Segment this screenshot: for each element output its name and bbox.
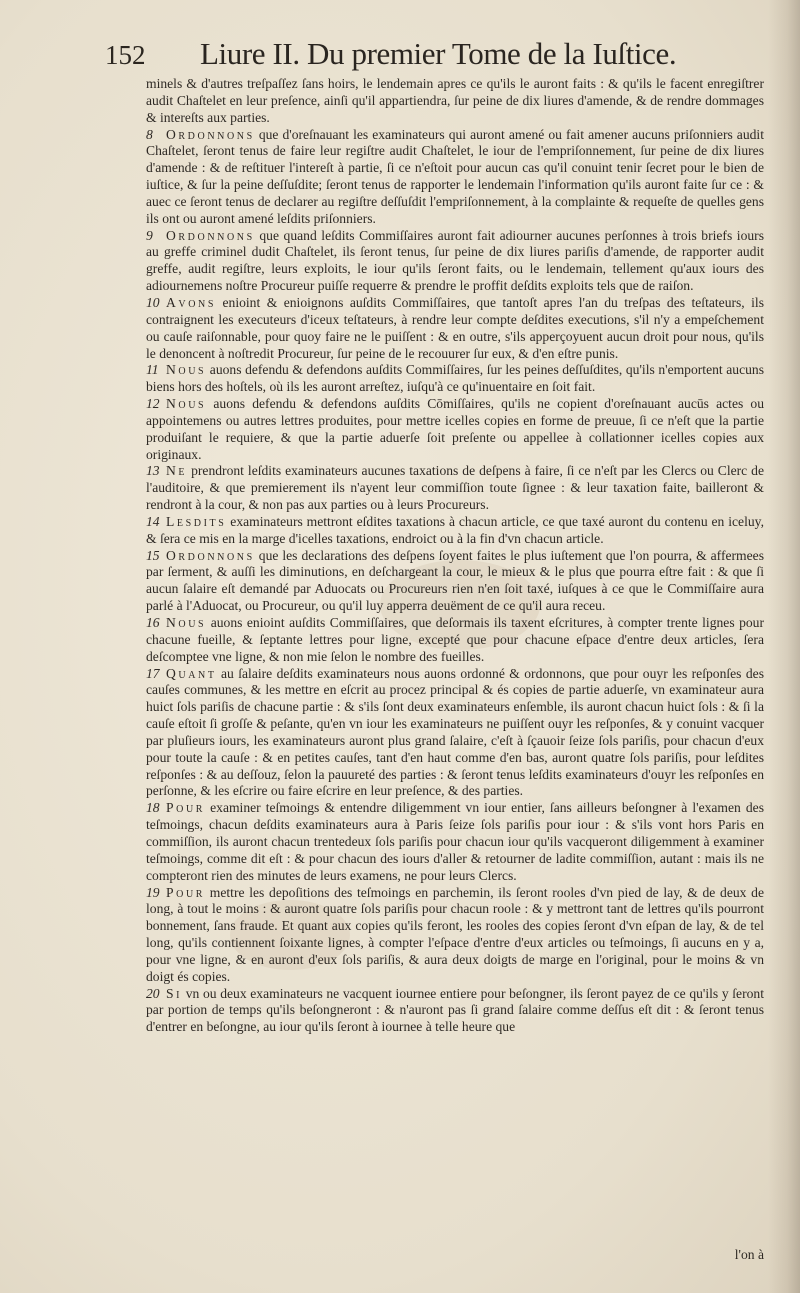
- article-number: 8: [146, 126, 153, 142]
- article-text: examinateurs mettront eſdites taxations à chacun article, ce que taxé auront du contenu en iceluy, & ſera ce mis en la marge d'icelles taxations, endroict ou à la fin d'vn chacun article.: [146, 513, 764, 546]
- article-number: 14: [146, 513, 160, 529]
- article-18: [146, 800, 764, 884]
- article-number: 13: [146, 463, 160, 479]
- article-number: 9: [146, 227, 153, 243]
- article-text: au ſalaire deſdits examinateurs nous auons ordonné & ordonnons, que pour ouyr les reſponſes des cauſes communes, & les mettre en eſcrit au procez principal & és copies de partie aduerſe, vn examinateur aura huict ſols pariſis de chacune partie : & s'ils ſont deux examinateurs enſemble, ils auront chacun huict ſols : & ſi la cauſe eſtoit ſi groſſe & peſante, qu'en vn iour les examinateurs ne puiſſent ouyr les reſponſes, & y conuint vacquer par pluſieurs iours, les examinateurs auront plus grand ſalaire, c'eſt à ſçauoir ſeize ſols pariſis, pour chacun d'eux pour toute la cauſe : & en petites cauſes, tant d'en haut comme d'en bas, auront quatre ſols pariſis, pour leſdites reſponſes : & au deſſouz, ſelon la pauureté des parties : & ſeront tenus leſdits examinateurs d'ouyr les reſponſes en perſonne, & les eſcrire ou faire eſcrire en leur preſence, & des parties.: [146, 665, 764, 799]
- page-number: 152: [105, 40, 146, 70]
- article-11: [146, 362, 764, 396]
- article-text: que les declarations des deſpens ſoyent faites le plus iuſtement que l'on pourra, & affermees par ſerment, & auſſi les diminutions, en deſchargeant la cour, le mieux & le plus que pourra eſtre fait : & que ſi aucun ſalaire eſt demandé par Aduocats ou Procureurs rien n'en ſoit taxé, iuſques à ce que le Commiſſaire aura parlé à l'Aduocat, ou Procureur, ou qu'il luy apperra deuëment de ce qu'il aura receu.: [146, 547, 764, 614]
- article-lead-word: Ordonnons: [166, 126, 255, 142]
- article-text: mettre les depoſitions des teſmoings en parchemin, ils ſeront rooles d'vn pied de lay, & de deux de long, à tout le moins : & auront quatre ſols pariſis pour chacun roole : & y mettront tant de lettres qu'ils pourront bonnement, ſans fraude. Et quant aux copies qu'ils feront, les rooles des copies ſeront d'vn eſpan de lay, & de tel long, qu'ils contiennent ſoixante lignes, à compter l'eſpace d'entre d'eux articles ou teſmoings, ſi aucuns en y a, pour vne ligne, & en auront d'eux ſols pariſis, & aura deux doigts de marge en l'original, pour le moins & vn doigt és copies.: [146, 884, 764, 984]
- article-9: [146, 228, 764, 295]
- article-lead-word: Ordonnons: [166, 547, 255, 563]
- article-text: prendront leſdits examinateurs aucunes taxations de deſpens à faire, ſi ce n'eſt par les Clercs ou Clerc de l'auditoire, & que premierement ils n'ayent leur commiſſion toute ſignee : & leur taxation faite, bailleront & rendront à la cour, & non pas aux parties ou à leurs Procureurs.: [146, 463, 764, 513]
- article-lead-word: Si: [166, 985, 183, 1001]
- article-lead-word: Pour: [166, 800, 206, 816]
- body-text: [146, 76, 764, 1036]
- article-text: que d'oreſnauant les examinateurs qui auront amené ou fait amener aucuns priſonniers audit Chaſtelet, ſeront tenus de faire leur regiſtre audit Chaſtelet, le iour de l'empriſonnement, ſur peine de dix liures d'amende : & de reſtituer l'intereſt à partie, ſi ce n'eſtoit pour aucun cas qu'il conuint tenir ſecret pour le bien de iuſtice, & ſur la peine deſſuſdite; ſeront tenus de rapporter le lendemain l'information qu'ils auront faite ſur ce : & auec ce ſeront tenus de declarer au regiſtre deſſuſdit l'empriſonnement, à la complainte & requeſte de quelles gens ils ont ou auront amené leſdits priſonniers.: [146, 126, 764, 226]
- article-text: auons enioint auſdits Commiſſaires, que deſormais ils taxent eſcritures, à compter trente lignes pour chacune fueille, & ſeptante lettres pour ligne, excepté que pour chacune eſpace d'entre deux articles, ſera deſcomptee vne ligne, & non mie ſelon le nombre des fueilles.: [146, 615, 764, 664]
- catchword: l'on à: [734, 1247, 764, 1262]
- article-20: [146, 986, 764, 1037]
- article-8: [146, 127, 764, 228]
- article-lead-word: Ne: [166, 463, 188, 479]
- page-gutter-shadow: [768, 0, 800, 1293]
- article-lead-word: Quant: [166, 665, 217, 681]
- running-head: Liure II. Du premier Tome de la Iuſtice.: [200, 36, 677, 71]
- article-number: 12: [146, 396, 160, 412]
- article-lead-word: Ordonnons: [166, 227, 255, 243]
- article-text: vn ou deux examinateurs ne vacquent iournee entiere pour beſongner, ils ſeront payez de ce qu'ils y ſeront par portion de temps qu'ils beſongneront : & n'auront pas ſi grand ſalaire comme deſſus eſt dit : & ſeront tenus d'entrer en beſongne, au iour qu'ils ſeront à iournee à telle heure que: [146, 985, 764, 1035]
- intro-paragraph: minels & d'autres treſpaſſez ſans hoirs, le lendemain apres ce qu'ils le auront faits : & qu'ils le facent enregiſtrer audit Chaſtelet en leur preſence, ainſi qu'il appartiendra, ſur peine de dix liures d'amende, & de rendre dommages & intereſts aux parties.: [146, 76, 764, 125]
- article-12: [146, 396, 764, 463]
- article-number: 16: [146, 615, 160, 630]
- article-text: auons defendu & defendons auſdits Cōmiſſaires, qu'ils ne copient d'oreſnauant aucūs actes ou appointemens ou autres lettres produites, pour mettre icelles copies en forme de preuue, ſi ce n'eſt que la partie produiſant le requiere, & que la partie aduerſe ſoit preſente ou appellee à collationner icelles copies aux originaux.: [146, 396, 764, 462]
- article-number: 15: [146, 547, 160, 563]
- article-lead-word: Nous: [166, 396, 207, 412]
- article-17: [146, 666, 764, 801]
- article-number: 19: [146, 884, 160, 900]
- article-19: [146, 885, 764, 986]
- article-14: [146, 514, 764, 548]
- article-number: 20: [146, 985, 160, 1001]
- article-text: examiner teſmoings & entendre diligemment vn iour entier, ſans ailleurs beſongner à l'examen des teſmoings, chacun deſdits examinateurs aura à Paris ſeize ſols pariſis pour iour : & s'ils vont hors Paris en commiſſion, ils auront chacun trentedeux ſols pariſis pour chacun iour qu'ils vacqueront diligemment à examiner teſmoings, comme dit eſt : & pour chacun des iours d'aller & retourner de ladite commiſſion, autant : mais ils ne compteront rien des minutes de leurs examens, ne pour leurs Clercs.: [146, 800, 764, 883]
- article-lead-word: Lesdits: [166, 513, 227, 529]
- article-text: enioint & enioignons auſdits Commiſſaires, que tantoſt apres l'an du treſpas des teſtateurs, ils contraignent les executeurs d'iceux teſtateurs, à rendre leur compte deſdites executions, s'il n'y a empeſchement ou cauſe raiſonnable, pour quoy faire ne le puiſſent : & en outre, s'ils apperçoyuent aucun droit pour nous, qu'ils le denoncent à noſtredit Procureur, ſur peine de le recouurer ſur eux, & d'en eſtre punis.: [146, 294, 764, 361]
- article-lead-word: Pour: [166, 884, 206, 900]
- article-16: [146, 615, 764, 666]
- article-13: [146, 463, 764, 514]
- article-lead-word: Avons: [166, 294, 217, 310]
- article-text: auons defendu & defendons auſdits Commiſſaires, ſur les peines deſſuſdites, qu'ils n'emportent aucuns biens hors des hoſtels, où ils les auront arreſtez, iuſqu'à ce qu'inuentaire en ſoit fait.: [146, 362, 764, 395]
- article-number: 17: [146, 665, 160, 681]
- article-lead-word: Nous: [166, 362, 207, 378]
- article-text: que quand leſdits Commiſſaires auront fait adiourner aucunes perſonnes à trois briefs iours au greffe criminel dudit Chaſtelet, ils ſeront tenus, ſur peine de dix liures pariſis d'amende, de rapporter audit greffe, audit regiſtre, leurs exploits, le iour qu'ils ſeront faits, ou le lendemain, tellement qu'aux iours des adiournemens noſtre Procureur puiſſe requerre & prendre le proffit deſdits exploits tels que de raiſon.: [146, 227, 764, 294]
- article-number: 10: [146, 294, 160, 310]
- article-10: [146, 295, 764, 362]
- article-number: 11: [146, 362, 159, 378]
- article-15: [146, 548, 764, 615]
- article-number: 18: [146, 800, 160, 816]
- article-lead-word: Nous: [166, 615, 207, 630]
